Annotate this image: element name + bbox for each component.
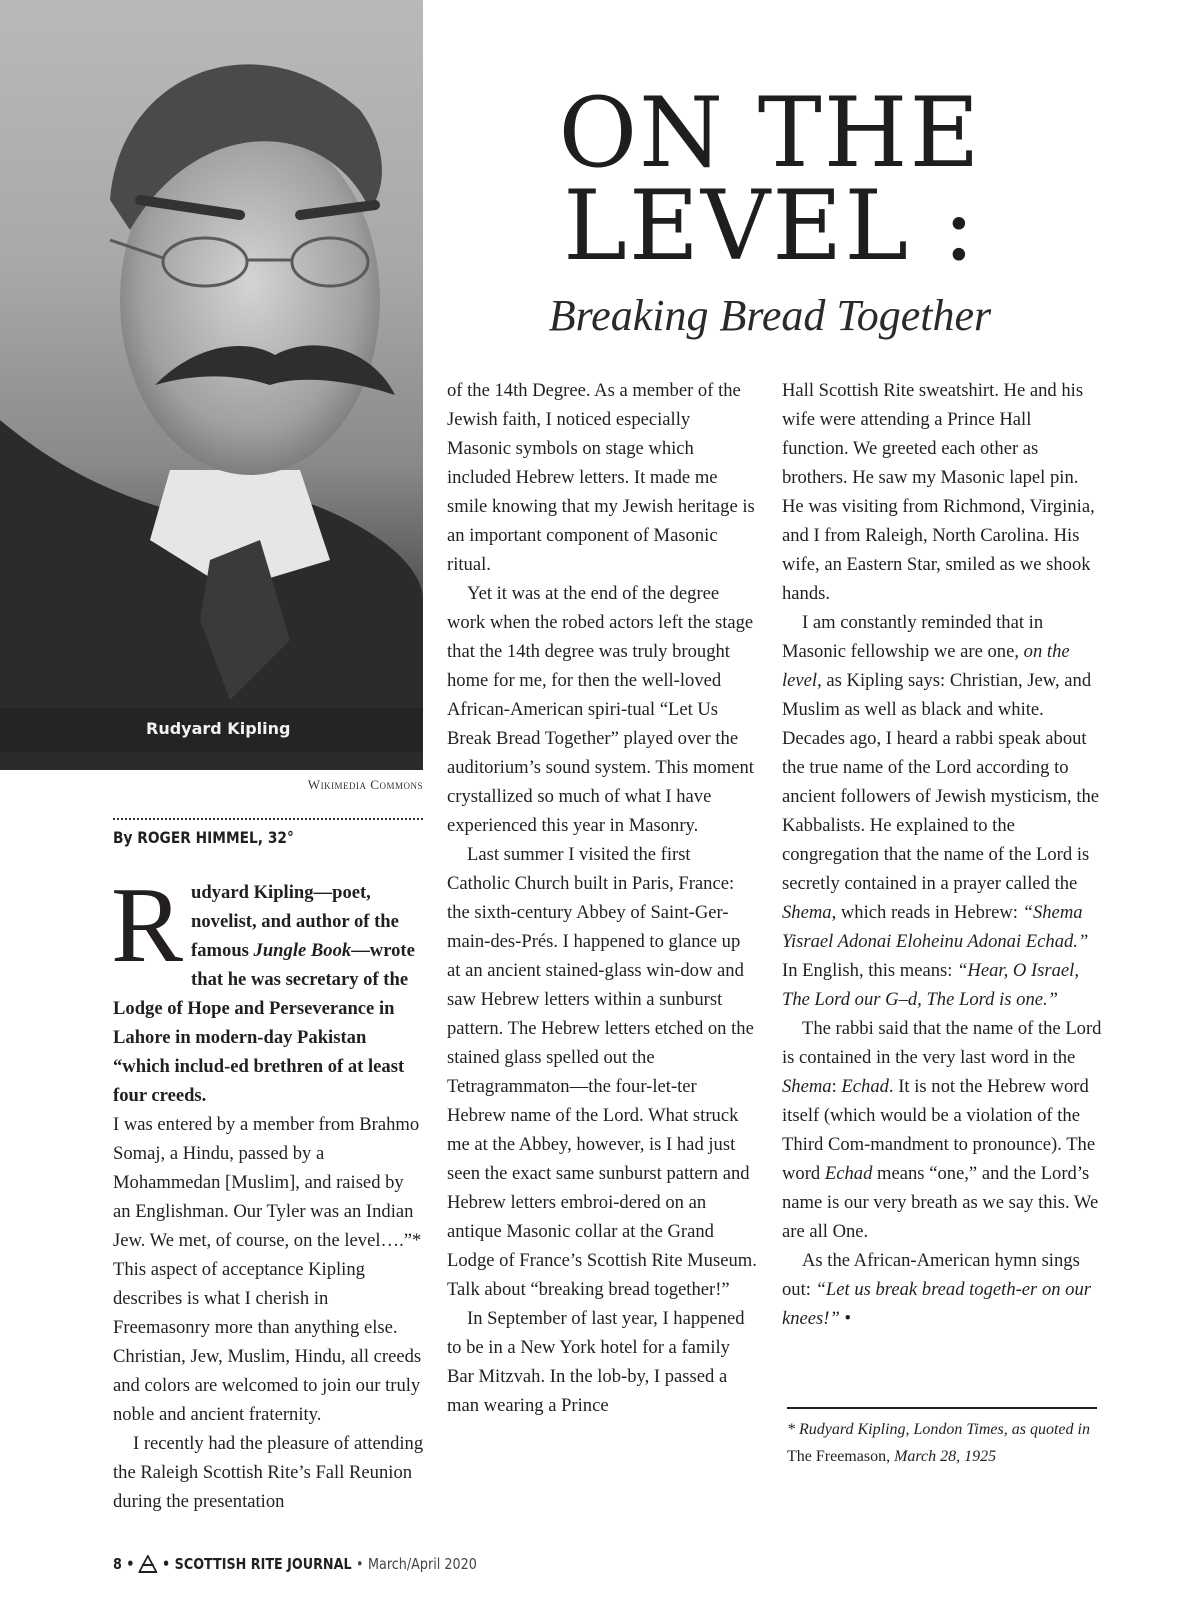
italic-text: Echad [841,1076,889,1097]
paragraph [782,608,1102,1014]
paragraph: Hall Scottish Rite sweatshirt. He and his wife were attending a Prince Hall function. We greeted each other as brothers. He saw my Masonic lapel pin. He was visiting from Richmond, Virginia, and I from Raleigh, North Carolina. His wife, an Eastern Star, smiled as we shook hands. [782,380,1095,604]
paragraph: I was entered by a member from Brahmo Somaj, a Hindu, passed by a Mohammedan [Muslim], and raised by an Englishman. Our Tyler was an Indian Jew. We met, of course, on the level….”* This aspect of acceptance Kipling describes is what I cherish in Freemasonry more than anything else. Christian, Jew, Muslim, Hindu, all creeds and colors are welcomed to join our truly noble and ancient fraternity. [113,1114,422,1425]
paragraph: In September of last year, I happened to be in a New York hotel for a family Bar Mitzvah. In the lob-by, I passed a man wearing a Prince [447,1308,745,1416]
photo-caption: Rudyard Kipling [146,719,291,738]
footnote-rule [787,1407,1097,1409]
lead-end: —wrote that he was secretary of the Lodge of Hope and Perseverance in Lahore in modern-day Pakistan “which includ-ed brethren of at least four creeds. [113,940,415,1106]
photo-credit: Wikimedia Commons [307,777,423,792]
italic-text: “Hear, O Israel, The Lord our G–d, The Lord is one.” [782,960,1079,1010]
paragraph [782,1014,1102,1246]
italic-text: Shema [782,902,832,923]
lead-italic: Jungle Book [253,940,352,961]
issue-date: March/April 2020 [368,1555,477,1573]
footnote [787,1416,1107,1470]
text: . It is not the Hebrew word itself (which would be a violation of the Third Com-mandment to pronounce). The word [782,1076,1096,1184]
italic-text: Shema [782,1076,832,1097]
italic-text: “Let us break bread togeth-er on our knees!” [782,1279,1092,1329]
title-line-2: LEVEL : [563,170,977,282]
footnote-text: * Rudyard Kipling, London Times, as quoted in [787,1421,1090,1438]
page-footer: 8 • • SCOTTISH RITE JOURNAL • March/April 2020 [113,1555,477,1577]
dotted-divider [113,818,423,820]
title-line-1: ON THE [558,77,982,189]
article-column-1 [111,866,425,1516]
lead-paragraph [111,866,425,1110]
journal-name: SCOTTISH RITE JOURNAL [174,1555,352,1573]
text: , as Kipling says: Christian, Jew, and Muslim as well as black and white. Decades ago, I heard a rabbi speak about the true name of the Lord according to ancient followers of Jewish mysticism, the Kabbalists. He explained to the congregation that the name of the Lord is secretly contained in a prayer called the [782,670,1100,894]
double-eagle-emblem-icon [139,1555,158,1577]
paragraph: of the 14th Degree. As a member of the Jewish faith, I noticed especially Masonic symbols on stage which included Hebrew letters. It made me smile knowing that my Jewish heritage is an important component of Masonic ritual. [447,380,755,575]
text: In English, this means: [782,960,958,981]
article-column-3 [782,376,1102,1333]
footnote-date: , March 28, 1925 [886,1448,997,1465]
page-number: 8 [113,1555,122,1573]
paragraph: Yet it was at the end of the degree work when the robed actors left the stage that the 14th degree was truly brought home for me, for then the well-loved African-American spiri-tual “Let Us Break Bread Together” played over the auditorium’s sound system. This moment crystallized so much of what I have experienced this year in Masonry. [447,583,754,836]
text: As the African-American hymn sings out: [782,1250,1080,1300]
italic-text: on the level [782,641,1070,691]
paragraph: Last summer I visited the first Catholic Church built in Paris, France: the sixth-century Abbey of Saint-Ger-main-des-Prés. I happened to glance up at an ancient stained-glass win-dow and saw Hebrew letters within a sunburst pattern. The Hebrew letters etched on the stained glass spelled out the Tetragrammaton—the four-let-ter Hebrew name of the Lord. What struck me at the Abbey, however, is I had just seen the exact same sunburst pattern and Hebrew letters embroi-dered on an antique Masonic collar at the Grand Lodge of France’s Scottish Rite Museum. Talk about “breaking bread together!” [447,844,757,1300]
footnote-publication: The Freemason [787,1448,887,1465]
italic-text: Echad [824,1163,873,1184]
text: I am constantly reminded that in Masonic fellowship we are one, [782,612,1044,662]
paragraph: I recently had the pleasure of attending the Raleigh Scottish Rite’s Fall Reunion during the presentation [113,1433,424,1512]
italic-text: “Shema Yisrael Adonai Eloheinu Adonai Echad.” [782,902,1089,952]
drop-cap: R [111,866,184,985]
lead-text: udyard Kipling—poet, novelist, and author of the famous [191,882,399,961]
text: , which reads in Hebrew: [831,902,1023,923]
text: : [831,1076,842,1097]
text: The rabbi said that the name of the Lord is contained in the very last word in the [782,1018,1102,1068]
paragraph [782,1246,1102,1333]
author-portrait-photo [0,0,423,770]
subtitle: Breaking Bread Together [548,291,992,340]
portrait-illustration [0,0,423,770]
byline: By ROGER HIMMEL, 32° [113,828,294,847]
article-column-2 [447,376,757,1420]
text: means “one,” and the Lord’s name is our very breath as we say this. We are all One. [782,1163,1099,1242]
text: • [839,1308,851,1329]
